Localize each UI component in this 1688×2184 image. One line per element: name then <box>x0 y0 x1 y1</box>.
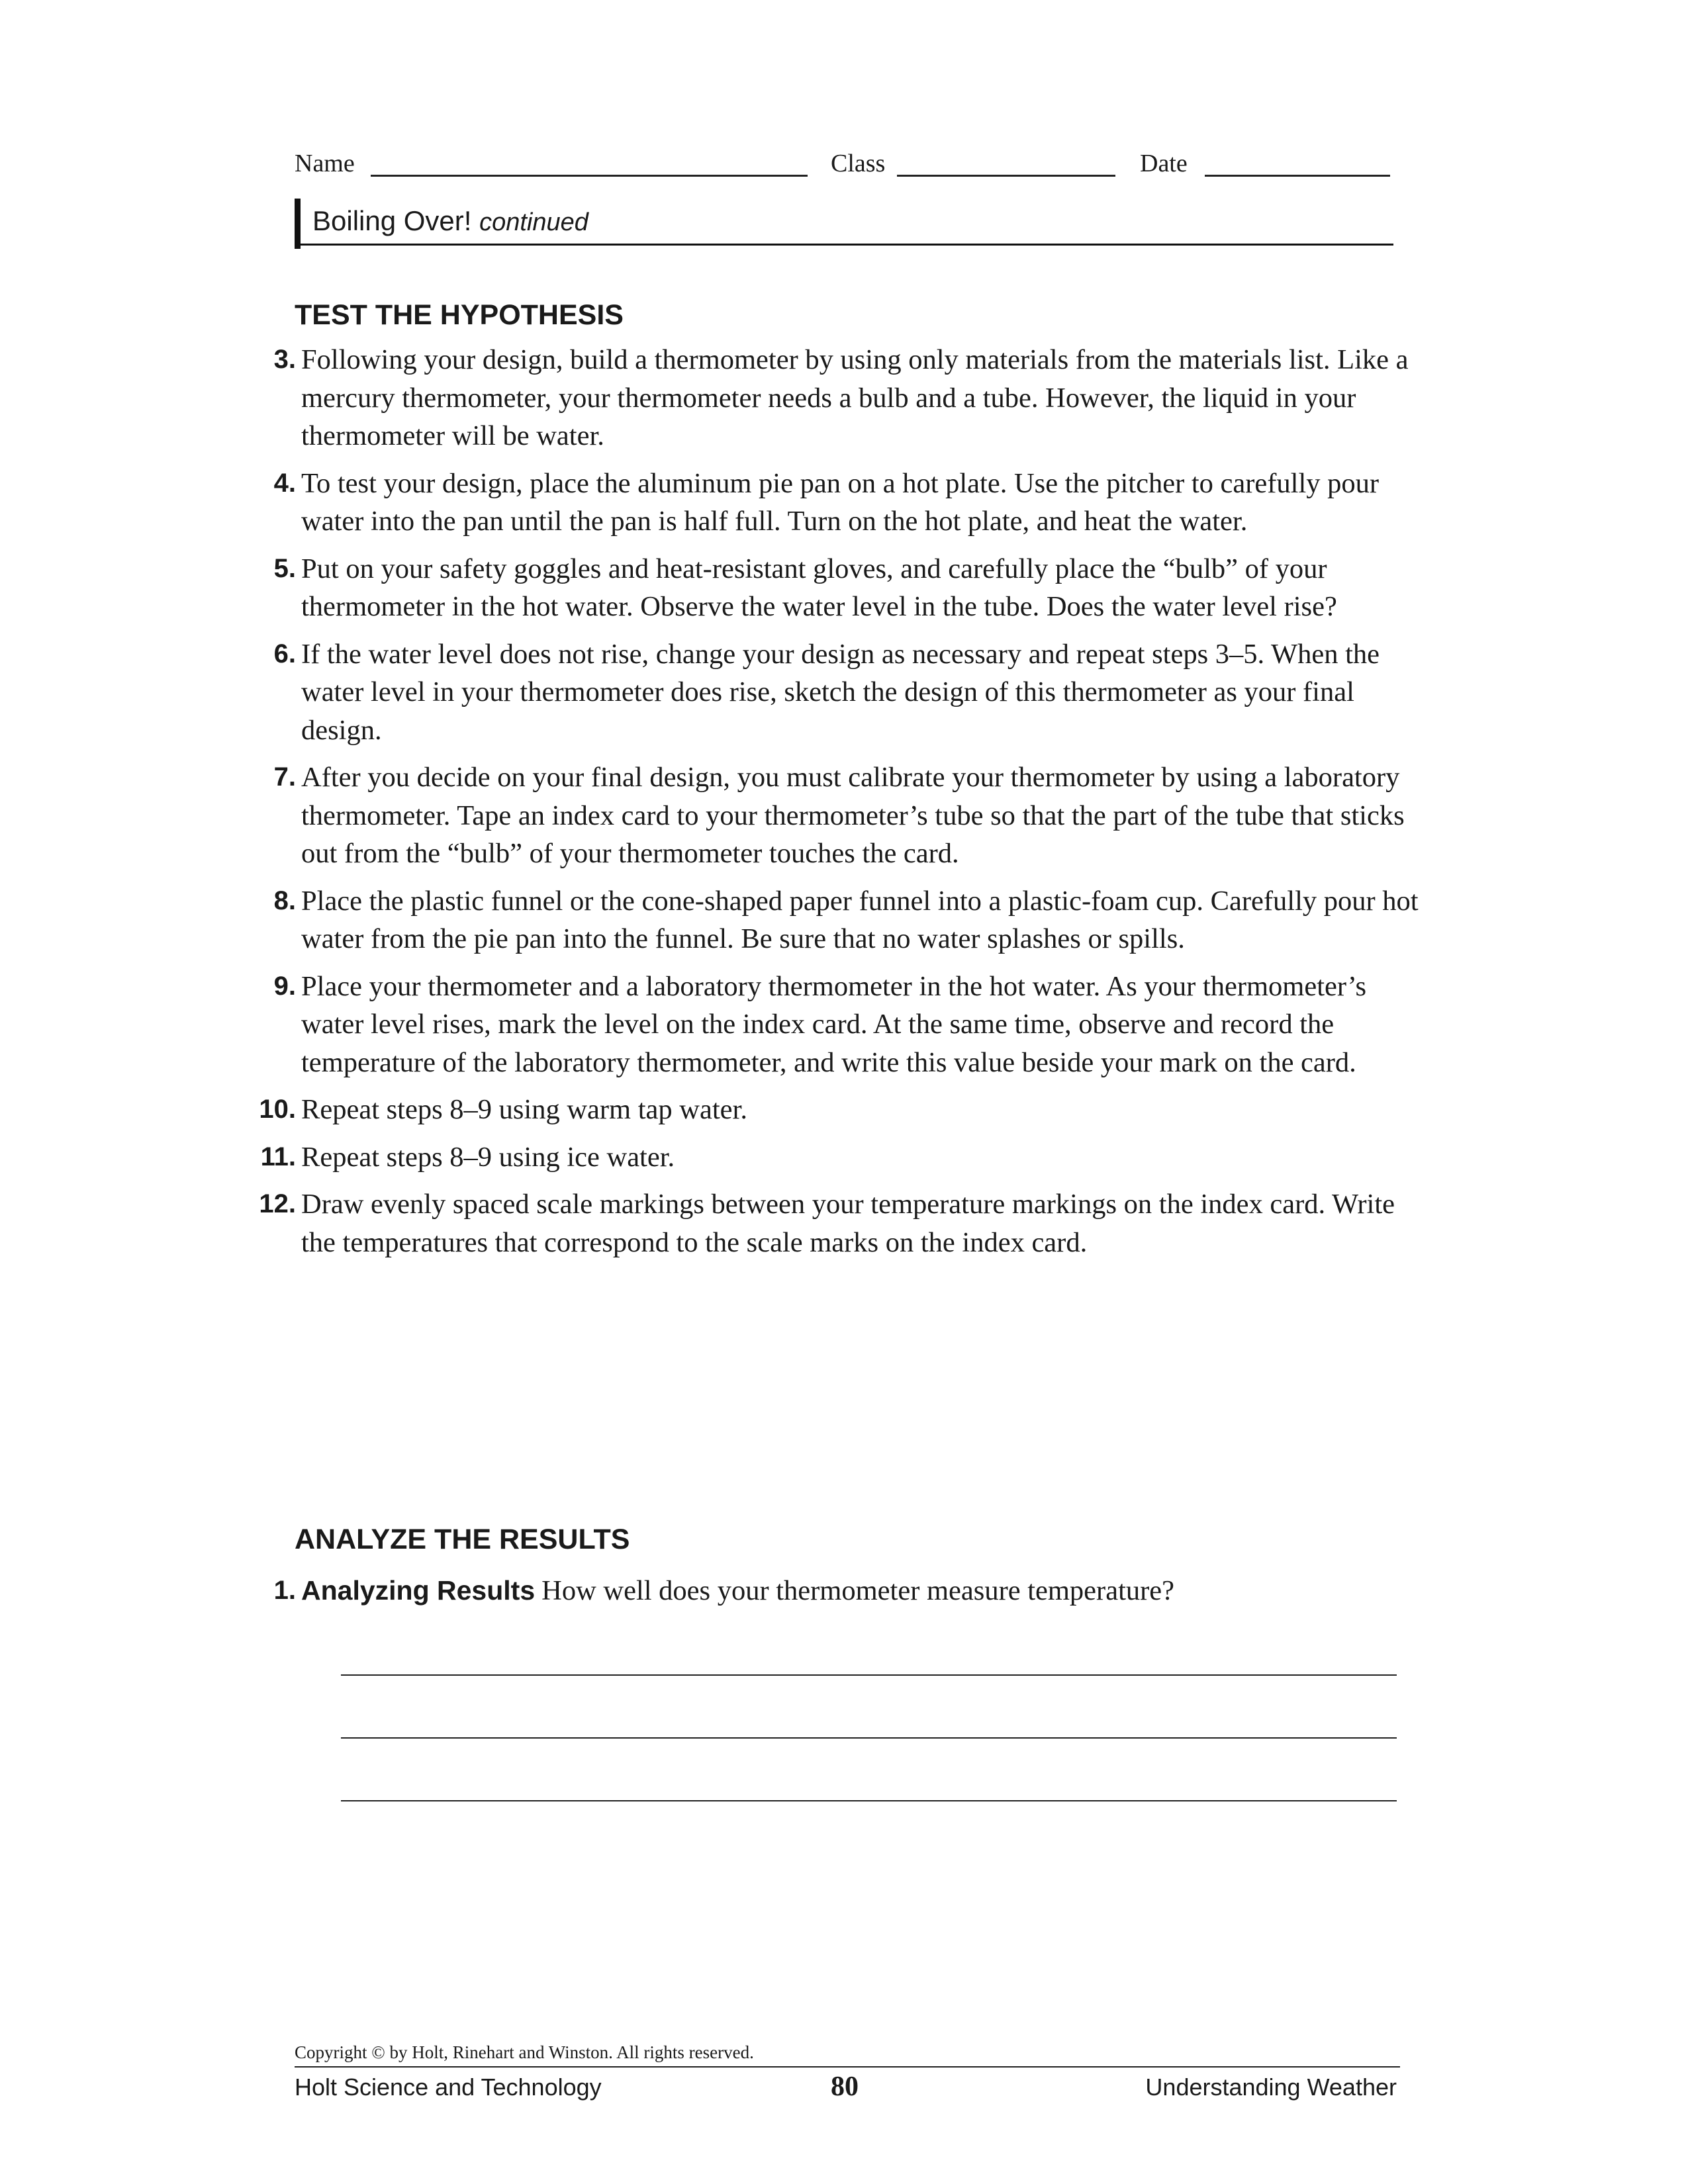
step-number: 4. <box>273 468 296 498</box>
answer-line[interactable] <box>341 1737 1397 1739</box>
title-main: Boiling Over! <box>312 205 472 236</box>
step-number: 5. <box>273 553 296 583</box>
step-number: 10. <box>259 1095 296 1124</box>
class-label: Class <box>831 150 886 177</box>
step-text: Repeat steps 8–9 using ice water. <box>301 1141 675 1173</box>
answer-line[interactable] <box>341 1800 1397 1801</box>
step-text: Draw evenly spaced scale markings between your temperature markings on the index card. Write the temperatures that correspond to the scale marks on the index card. <box>301 1189 1395 1258</box>
step-number: 3. <box>273 345 296 374</box>
procedure-step <box>273 550 1420 626</box>
page-title <box>312 207 588 235</box>
date-label: Date <box>1140 150 1188 177</box>
step-text: Place the plastic funnel or the cone-shaped paper funnel into a plastic-foam cup. Carefully pour hot water from the pie pan into the funnel. Be sure that no water splashes or spills. <box>301 885 1419 954</box>
answer-line[interactable] <box>341 1674 1397 1676</box>
name-field[interactable] <box>371 175 808 177</box>
analyze-results-heading: ANALYZE THE RESULTS <box>295 1524 630 1555</box>
step-text: Following your design, build a thermometer by using only materials from the materials list. Like a mercury thermometer, your thermometer needs a bulb and a tube. However, the liquid in your thermometer will be water. <box>301 344 1409 451</box>
step-text: To test your design, place the aluminum pie pan on a hot plate. Use the pitcher to carefully pour water into the pan until the pan is half full. Turn on the hot plate, and heat the water. <box>301 467 1380 537</box>
title-rule <box>295 244 1393 246</box>
step-number: 11. <box>260 1142 296 1171</box>
footer-book-title: Holt Science and Technology <box>295 2073 602 2101</box>
class-field[interactable] <box>897 175 1115 177</box>
step-number: 9. <box>273 971 296 1001</box>
date-field[interactable] <box>1205 175 1390 177</box>
title-continued: continued <box>479 208 588 236</box>
procedure-step <box>260 1138 1420 1177</box>
footer-chapter-title: Understanding Weather <box>1145 2073 1397 2101</box>
procedure-step <box>273 341 1420 455</box>
footer-rule <box>295 2066 1400 2068</box>
step-number: 8. <box>273 886 296 915</box>
step-number: 7. <box>273 762 296 792</box>
page-number: 80 <box>831 2071 859 2102</box>
procedure-step <box>273 635 1420 750</box>
step-text: Place your thermometer and a laboratory thermometer in the hot water. As your thermometer’s water level rises, mark the level on the index card. At the same time, observe and record the temperature of the laboratory thermometer, and write this value beside your mark on the card. <box>301 970 1366 1078</box>
step-text: Put on your safety goggles and heat-resistant gloves, and carefully place the “bulb” of your thermometer in the hot water. Observe the water level in the tube. Does the water level rise? <box>301 553 1337 622</box>
procedure-step <box>273 968 1420 1082</box>
step-number: 12. <box>259 1189 296 1218</box>
procedure-step <box>259 1185 1420 1261</box>
question-text: How well does your thermometer measure temperature? <box>541 1575 1175 1606</box>
procedure-step <box>273 758 1420 873</box>
copyright-notice: Copyright © by Holt, Rinehart and Winston. All rights reserved. <box>295 2042 754 2062</box>
question-skill: Analyzing Results <box>301 1575 536 1606</box>
procedure-steps <box>259 341 1420 1271</box>
name-label: Name <box>295 150 355 177</box>
question-number: 1. <box>273 1576 296 1605</box>
procedure-step <box>273 882 1420 958</box>
question-1 <box>273 1572 1420 1610</box>
step-number: 6. <box>273 639 296 668</box>
step-text: Repeat steps 8–9 using warm tap water. <box>301 1094 747 1125</box>
step-text: After you decide on your final design, you must calibrate your thermometer by using a laboratory thermometer. Tape an index card to your thermometer’s tube so that the part of the tube that sticks out from the “bulb” of your thermometer touches the card. <box>301 762 1405 869</box>
procedure-step <box>273 465 1420 541</box>
procedure-step <box>259 1091 1420 1129</box>
title-bar-marker <box>295 199 301 249</box>
test-hypothesis-heading: TEST THE HYPOTHESIS <box>295 299 624 331</box>
step-text: If the water level does not rise, change your design as necessary and repeat steps 3–5. When the water level in your thermometer does rise, sketch the design of this thermometer as your final design. <box>301 638 1380 746</box>
